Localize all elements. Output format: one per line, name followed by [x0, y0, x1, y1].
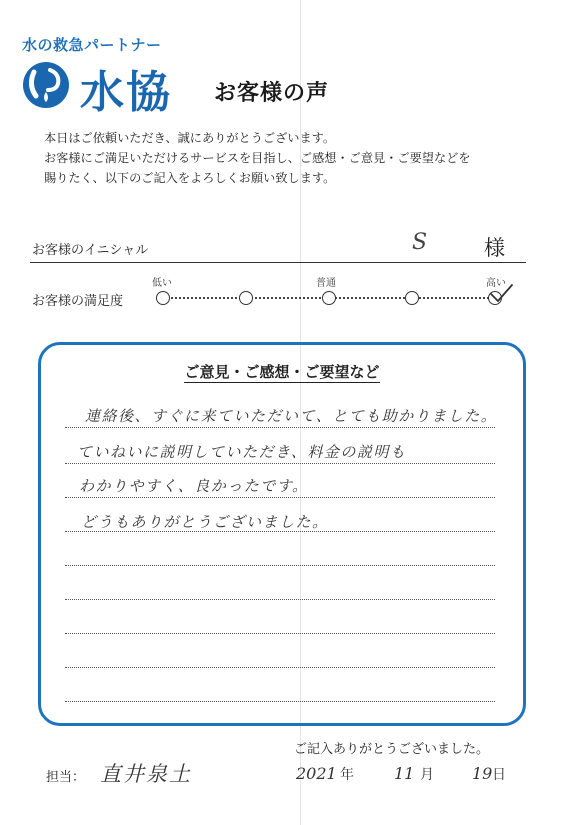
brand-tagline: 水の救急パートナー	[22, 36, 162, 54]
satisfaction-option-1[interactable]	[156, 291, 170, 305]
page-title: お客様の声	[214, 81, 330, 106]
ruled-line	[65, 667, 495, 668]
staff-label: 担当：	[46, 770, 86, 785]
ruled-line	[65, 599, 495, 600]
satisfaction-label: お客様の満足度	[32, 294, 124, 309]
honorific-suffix: 様	[484, 236, 505, 260]
staff-name: 直井泉土	[100, 762, 192, 786]
brand-logo-text: 水協	[80, 67, 172, 118]
comments-heading: ご意見・ご感想・ご要望など	[184, 363, 380, 381]
water-drop-logo-icon	[20, 60, 72, 110]
comments-box[interactable]	[38, 342, 526, 726]
ruled-line	[65, 427, 495, 428]
ruled-line	[65, 701, 495, 702]
date-year: 2021	[296, 764, 337, 783]
intro-text	[44, 128, 544, 188]
comment-line: 連絡後、すぐに来ていただいて、とても助かりました。	[85, 407, 498, 425]
comment-line: ていねいに説明していただき、料金の説明も	[77, 443, 407, 461]
scale-mid-label: 普通	[316, 278, 336, 289]
customer-initial-field[interactable]	[30, 232, 526, 263]
ruled-line	[65, 463, 495, 464]
date-year-unit: 年	[340, 767, 354, 783]
scale-low-label: 低い	[152, 278, 172, 289]
scale-high-label: 高い	[486, 278, 506, 289]
checkmark-icon	[488, 282, 514, 304]
comment-line: どうもありがとうございました。	[81, 513, 329, 531]
date-day: 19	[472, 764, 493, 783]
satisfaction-option-2[interactable]	[239, 291, 253, 305]
ruled-line	[65, 633, 495, 634]
date-day-unit: 日	[492, 767, 506, 783]
date-month: 11	[394, 764, 415, 783]
intro-line: 本日はご依頼いただき、誠にありがとうございます。	[44, 131, 336, 145]
ruled-line	[65, 497, 495, 498]
intro-line: 賜りたく、以下のご記入をよろしくお願い致します。	[44, 171, 336, 185]
satisfaction-option-4[interactable]	[405, 291, 419, 305]
ruled-line	[65, 565, 495, 566]
thanks-message: ご記入ありがとうございました。	[294, 742, 490, 757]
initial-value: S	[412, 230, 428, 255]
satisfaction-option-3[interactable]	[322, 291, 336, 305]
initial-label: お客様のイニシャル	[32, 243, 149, 258]
intro-line: お客様にご満足いただけるサービスを目指し、ご感想・ご意見・ご要望などを	[44, 151, 471, 165]
comment-line: わかりやすく、良かったです。	[79, 477, 309, 495]
date-month-unit: 月	[420, 767, 434, 783]
